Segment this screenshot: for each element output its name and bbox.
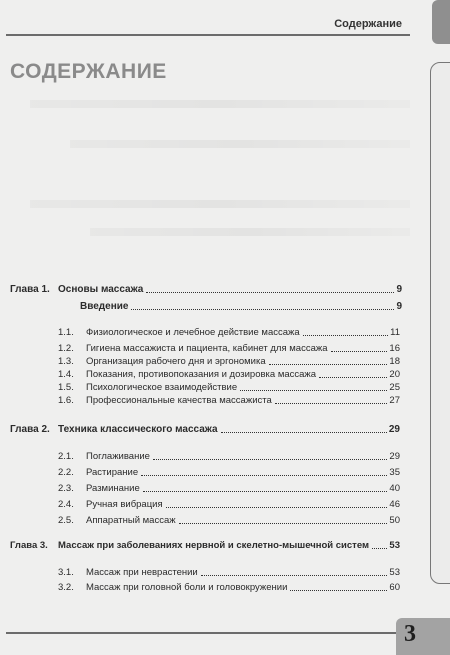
header-rule [6,34,410,36]
toc-section-title: Организация рабочего дня и эргономика [86,356,266,367]
show-through [70,140,410,148]
toc-section-number: 2.5. [58,515,74,526]
toc-section-title: Профессиональные качества массажиста [86,395,272,406]
toc-chapter-number: Глава 2. [10,424,50,435]
toc-leader [143,491,388,492]
toc-section[interactable] [58,467,400,479]
toc-page-number: 9 [396,301,402,312]
toc-section[interactable] [58,369,400,381]
toc-introduction[interactable] [80,301,402,313]
toc-page-number: 25 [389,382,400,393]
toc-page-number: 20 [389,369,400,380]
toc-page-number: 40 [389,483,400,494]
toc-section[interactable] [58,451,400,463]
page-number: 3 [404,621,416,647]
toc-leader [269,364,388,365]
toc-page-number: 29 [389,451,400,462]
toc-leader [201,575,388,576]
toc-section[interactable] [58,499,400,511]
toc-section-title: Массаж при головной боли и головокружении [86,582,288,593]
toc-section-number: 2.1. [58,451,74,462]
toc-page-number: 9 [396,284,402,295]
toc-page-number: 27 [389,395,400,406]
toc-page-number: 11 [390,327,400,338]
toc-leader [275,403,388,404]
show-through [90,228,410,236]
toc-chapter-number: Глава 3. [10,540,48,551]
footer-rule [6,632,396,634]
toc-section[interactable] [58,356,400,368]
toc-chapter-number: Глава 1. [10,284,50,295]
toc-section-title: Показания, противопоказания и дозировка массажа [86,369,317,380]
toc-section-title: Поглаживание [86,451,150,462]
toc-section-number: 1.1. [58,327,74,338]
toc-chapter-2[interactable] [10,424,400,436]
toc-section-number: 1.2. [58,343,74,354]
running-head: Содержание [334,18,402,30]
toc-section-title: Растирание [86,467,139,478]
toc-leader [240,390,387,391]
toc-chapter-title: Основы массажа [58,284,144,295]
toc-page-number: 18 [389,356,400,367]
toc-section-number: 2.3. [58,483,74,494]
toc-page-number: 35 [389,467,400,478]
toc-section-number: 2.4. [58,499,74,510]
toc-leader [179,523,388,524]
toc-section[interactable] [58,582,400,594]
toc-section-number: 1.4. [58,369,74,380]
toc-section-number: 2.2. [58,467,74,478]
toc-section-number: 3.2. [58,582,74,593]
toc-page-number: 46 [389,499,400,510]
toc-section-title: Разминание [86,483,140,494]
toc-chapter-1[interactable] [10,284,402,296]
toc-leader [331,351,388,352]
toc-section[interactable] [58,382,400,394]
toc-leader [372,548,387,549]
toc-leader [221,432,387,433]
toc-section-title: Массаж при неврастении [86,567,198,578]
toc-page-number: 60 [389,582,400,593]
toc-leader [146,292,394,293]
toc-section[interactable] [58,343,400,355]
toc-section[interactable] [58,395,400,407]
toc-leader [290,590,387,591]
toc-leader [153,459,388,460]
toc-section[interactable] [58,567,400,579]
toc-section-number: 1.5. [58,382,74,393]
toc-section-title: Гигиена массажиста и пациента, кабинет для массажа [86,343,328,354]
toc-section-number: 1.3. [58,356,74,367]
toc-page-number: 53 [389,540,400,551]
toc-chapter-title: Техника классического массажа [58,424,218,435]
page-title: СОДЕРЖАНИЕ [10,60,167,83]
toc-leader [131,309,394,310]
toc-section-number: 3.1. [58,567,74,578]
show-through [30,200,410,208]
toc-page-number: 29 [388,424,400,435]
toc-chapter-3[interactable] [10,540,400,552]
toc-leader [166,507,388,508]
toc-section-title: Психологическое взаимодействие [86,382,238,393]
thumb-tab-top [432,0,450,44]
toc-section-number: 1.6. [58,395,74,406]
toc-leader [319,377,387,378]
toc-leader [141,475,387,476]
toc-section[interactable] [58,483,400,495]
thumb-tab-side [430,62,450,584]
toc-section-title: Аппаратный массаж [86,515,176,526]
toc-section-title: Физиологическое и лечебное действие массажа [86,327,300,338]
toc-section-title: Ручная вибрация [86,499,163,510]
toc-page-number: 16 [389,343,400,354]
toc-page-number: 50 [389,515,400,526]
show-through [30,100,410,108]
toc-leader [303,335,388,336]
toc-page-number: 53 [389,567,400,578]
toc-chapter-title: Массаж при заболеваниях нервной и скелетно-мышечной систем [58,540,370,551]
toc-section[interactable] [58,327,400,339]
toc-section[interactable] [58,515,400,527]
toc-section-title: Введение [80,301,129,312]
